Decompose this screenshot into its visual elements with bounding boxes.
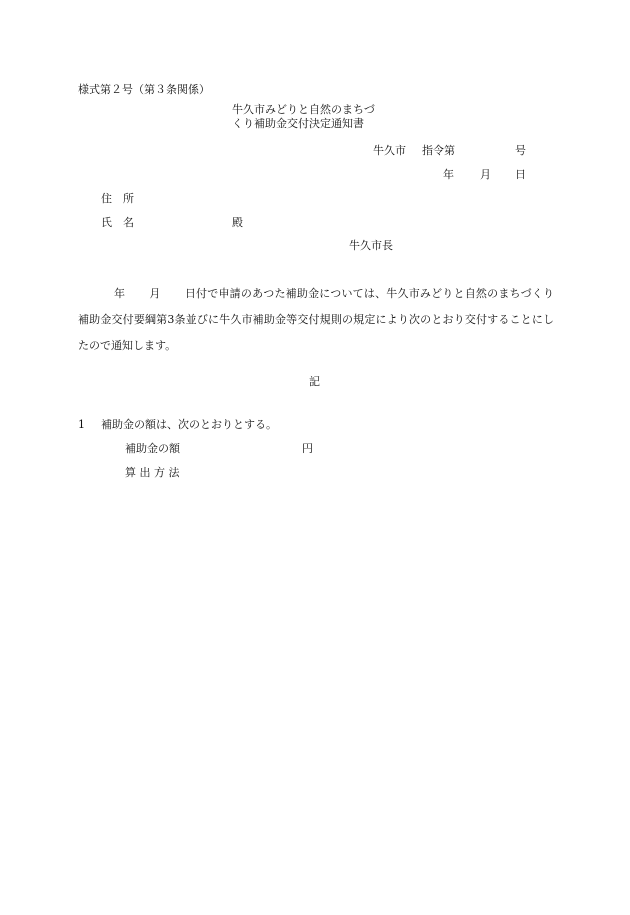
body-text: 日付で申請のあつた補助金については、牛久市みどりと自然のまちづくり補助金交付要綱第3条並びに牛久市補助金等交付規則の規定により次のとおり交付することにしたので通知します。 — [78, 287, 555, 352]
name-label: 氏 名 — [101, 216, 134, 229]
method-label: 算 出 方 法 — [125, 466, 180, 479]
date-year: 年 — [443, 168, 454, 181]
doc-number-prefix: 指令第 — [422, 144, 455, 157]
doc-number-suffix: 号 — [515, 144, 526, 157]
body-month: 月 — [149, 287, 161, 300]
date-month: 月 — [480, 168, 491, 181]
title-line-2: くり補助金交付決定通知書 — [232, 117, 364, 130]
item1-number: 1 — [78, 418, 85, 431]
document-title — [232, 103, 375, 131]
sender: 牛久市長 — [349, 239, 393, 252]
body-paragraph — [78, 281, 554, 359]
doc-number-issuer: 牛久市 — [373, 144, 406, 157]
form-label: 様式第２号（第３条関係） — [78, 83, 210, 96]
amount-label: 補助金の額 — [125, 442, 180, 455]
item1-text: 補助金の額は、次のとおりとする。 — [101, 418, 277, 431]
body-year: 年 — [114, 287, 126, 300]
honorific: 殿 — [232, 216, 243, 229]
date-day: 日 — [515, 168, 526, 181]
amount-unit: 円 — [302, 442, 313, 455]
address-label: 住 所 — [101, 192, 134, 205]
title-line-1: 牛久市みどりと自然のまちづ — [232, 103, 375, 116]
ki-heading: 記 — [309, 375, 320, 388]
